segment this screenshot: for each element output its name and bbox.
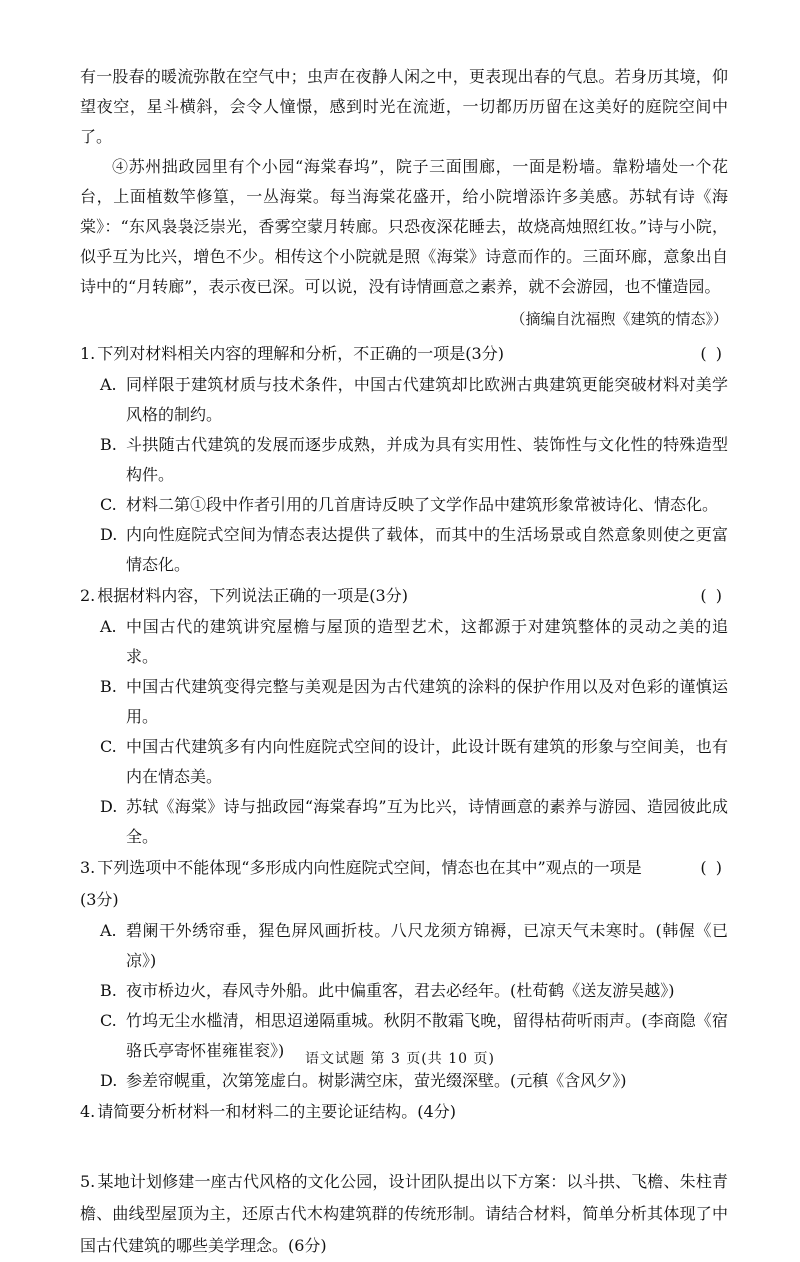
option-a xyxy=(80,612,728,672)
option-text: 中国古代的建筑讲究屋檐与屋顶的造型艺术，这都源于对建筑整体的灵动之美的追求。 xyxy=(126,617,728,666)
question-number: 1. xyxy=(80,344,96,363)
question-5 xyxy=(80,1166,728,1262)
option-label: B. xyxy=(100,677,117,696)
question-number: 5. xyxy=(80,1172,96,1191)
answer-bracket: ( ) xyxy=(700,344,724,363)
option-b xyxy=(80,976,728,1006)
passage-paragraph-4: ④苏州拙政园里有个小园“海棠春坞”，院子三面围廊，一面是粉墙。靠粉墙处一个花台，上面植数竿修篁，一丛海棠。每当海棠花盛开，给小院增添许多美感。苏轼有诗《海棠》：“东风袅袅泛崇光，香雾空蒙月转廊。只恐夜深花睡去，故烧高烛照红妆。”诗与小院，似乎互为比兴，增色不少。相传这个小院就是照《海棠》诗意而作的。三面环廊，意象出自诗中的“月转廊”，表示夜已深。可以说，没有诗情画意之素养，就不会游园，也不懂造园。 xyxy=(80,157,728,296)
question-2 xyxy=(80,580,728,852)
option-b xyxy=(80,672,728,732)
option-label: D. xyxy=(100,797,118,816)
question-text: 根据材料内容，下列说法正确的一项是(3分) xyxy=(97,586,408,605)
option-label: C. xyxy=(100,737,117,756)
option-label: B. xyxy=(100,435,117,454)
question-stem xyxy=(80,1096,728,1128)
option-text: 夜市桥边火，春风寺外船。此中偏重客，君去必经年。(杜荀鹤《送友游吴越》) xyxy=(126,981,675,1000)
option-c xyxy=(80,490,728,520)
option-label: C. xyxy=(100,1011,117,1030)
option-d xyxy=(80,520,728,580)
option-text: 参差帘幌重，次第笼虚白。树影满空床，萤光缀深壁。(元稹《含风夕》) xyxy=(126,1071,627,1090)
question-4 xyxy=(80,1096,728,1128)
option-text: 中国古代建筑变得完整与美观是因为古代建筑的涂料的保护作用以及对色彩的谨慎运用。 xyxy=(126,677,728,726)
question-text: 下列对材料相关内容的理解和分析，不正确的一项是(3分) xyxy=(97,344,504,363)
option-label: D. xyxy=(100,525,118,544)
page-content xyxy=(80,62,728,1262)
option-label: B. xyxy=(100,981,117,1000)
question-stem xyxy=(80,852,728,916)
question-stem xyxy=(80,338,728,370)
question-text: 请简要分析材料一和材料二的主要论证结构。(4分) xyxy=(97,1102,456,1121)
option-label: A. xyxy=(100,617,117,636)
question-stem xyxy=(80,1166,728,1262)
passage-paragraph-continued: 有一股春的暖流弥散在空气中；虫声在夜静人闲之中，更表现出春的气息。若身历其境，仰望夜空，星斗横斜，会令人憧憬，感到时光在流逝，一切都历历留在这美好的庭院空间中了。 xyxy=(80,67,728,146)
option-text: 碧阑干外绣帘垂，猩色屏风画折枝。八尺龙须方锦褥，已凉天气未寒时。(韩偓《已凉》) xyxy=(126,921,728,970)
option-label: A. xyxy=(100,375,117,394)
passage-source: （摘编自沈福煦《建筑的情态》） xyxy=(510,310,728,328)
answer-bracket: ( ) xyxy=(700,586,724,605)
option-a xyxy=(80,916,728,976)
page-footer: 语文试题 第 3 页(共 10 页) xyxy=(305,1051,495,1067)
option-d xyxy=(80,1066,728,1096)
question-stem xyxy=(80,580,728,612)
option-b xyxy=(80,430,728,490)
option-text: 竹坞无尘水槛清，相思迢递隔重城。秋阴不散霜飞晚，留得枯荷听雨声。(李商隐《宿骆氏亭寄怀崔雍崔衮》) xyxy=(126,1011,728,1060)
question-number: 4. xyxy=(80,1102,96,1121)
option-text: 苏轼《海棠》诗与拙政园“海棠春坞”互为比兴，诗情画意的素养与游园、造园彼此成全。 xyxy=(126,797,728,846)
option-label: D. xyxy=(100,1071,118,1090)
question-text: 某地计划修建一座古代风格的文化公园，设计团队提出以下方案：以斗拱、飞檐、朱柱青檐、曲线型屋顶为主，还原古代木构建筑群的传统形制。请结合材料，简单分析其体现了中国古代建筑的哪些美学理念。(6分) xyxy=(80,1172,728,1255)
option-text: 同样限于建筑材质与技术条件，中国古代建筑却比欧洲古典建筑更能突破材料对美学风格的制约。 xyxy=(126,375,728,424)
option-a xyxy=(80,370,728,430)
option-label: A. xyxy=(100,921,117,940)
question-text: 下列选项中不能体现“多形成内向性庭院式空间，情态也在其中”观点的一项是(3分) xyxy=(80,858,642,909)
question-number: 3. xyxy=(80,858,96,877)
option-d xyxy=(80,792,728,852)
option-text: 斗拱随古代建筑的发展而逐步成熟，并成为具有实用性、装饰性与文化性的特殊造型构件。 xyxy=(126,435,728,484)
option-c xyxy=(80,732,728,792)
option-text: 中国古代建筑多有内向性庭院式空间的设计，此设计既有建筑的形象与空间美，也有内在情态美。 xyxy=(126,737,728,786)
answer-bracket: ( ) xyxy=(700,858,724,877)
option-text: 材料二第①段中作者引用的几首唐诗反映了文学作品中建筑形象常被诗化、情态化。 xyxy=(126,495,719,514)
question-number: 2. xyxy=(80,586,96,605)
option-label: C. xyxy=(100,495,117,514)
option-text: 内向性庭院式空间为情态表达提供了载体，而其中的生活场景或自然意象则使之更富情态化。 xyxy=(126,525,728,574)
question-1 xyxy=(80,338,728,580)
